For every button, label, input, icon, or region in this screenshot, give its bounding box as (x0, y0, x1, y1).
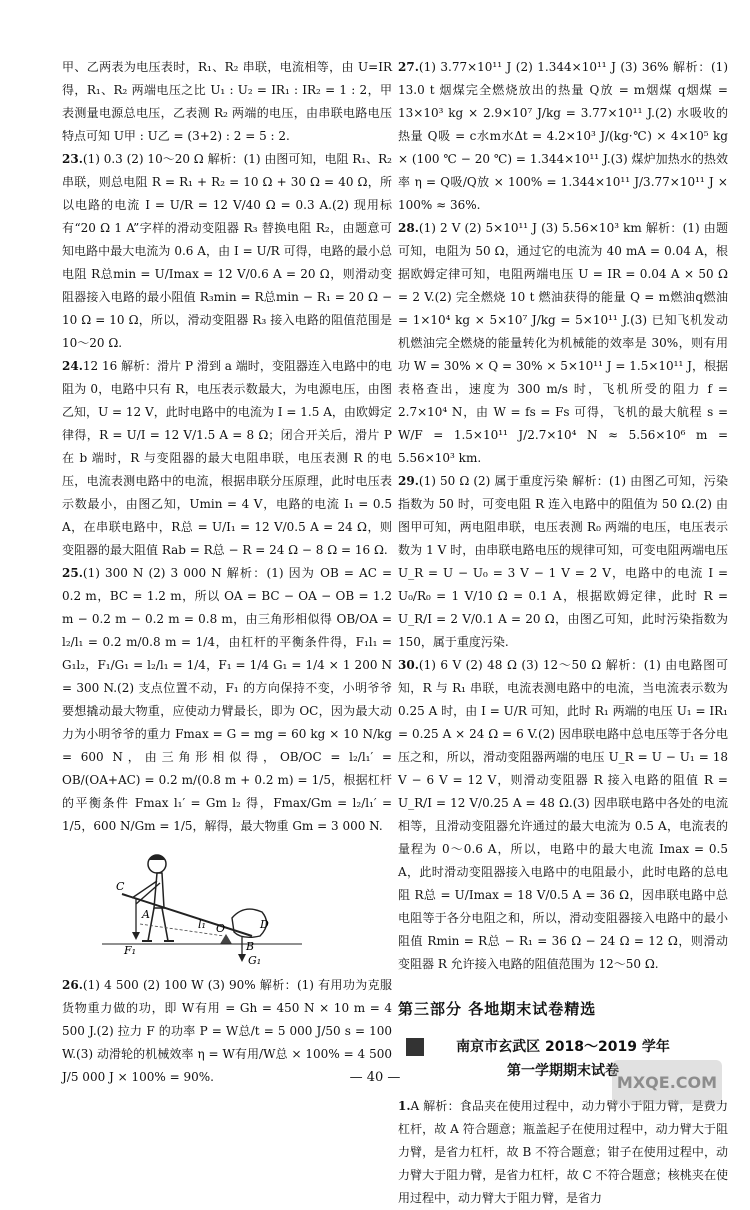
answer-text: (1) 3.77×10¹¹ J (2) 1.344×10¹¹ J (3) 36% 解析：(1) 13.0 t 烟煤完全燃烧放出的热量 Q放 = m烟煤 q烟煤 = 13×10³ kg × 2.9×10⁷ J/kg = 3.77×10¹¹ J.(2) 水吸收的热量 Q吸 = c水m水Δt = 4.2×10³ J/(kg·℃) × 4×10⁵ kg × (100 ℃ − 20 ℃) = 1.344×10¹¹ J.(3) 煤炉加热水的热效率 η = Q吸/Q放 × 100% = 1.344×10¹¹ J/3.77×10¹¹ J × 100% ≈ 36%. (398, 60, 728, 212)
person-legs (148, 908, 168, 941)
answer-30 (398, 654, 728, 976)
exam-title-line1: 南京市玄武区 2018～2019 学年 (456, 1039, 670, 1055)
question-number: 25. (62, 566, 83, 580)
square-marker-icon (406, 1038, 424, 1056)
left-column (62, 56, 392, 1089)
question-number: 23. (62, 152, 83, 166)
answer-1 (398, 1095, 728, 1210)
question-number: 28. (398, 221, 419, 235)
answer-text: (1) 2 V (2) 5×10¹¹ J (3) 5.56×10³ km 解析：(1) 由题可知，电阻为 50 Ω，通过它的电流为 40 mA = 0.04 A，根据欧姆定律可知，电阻两端电压 U = IR = 0.04 A × 50 Ω = 2 V.(2) 完全燃烧 10 t 燃油获得的能量 Q = m燃油q燃油 = 1×10⁴ kg × 5×10⁷ J/kg = 5×10¹¹ J.(3) 已知飞机发动机燃油完全燃烧的能量转化为机械能的效率是 30%，则有用功 W = 30% × Q = 30% × 5×10¹¹ J = 1.5×10¹¹ J，根据表格查出，速度为 300 m/s 时，飞机所受的阻力 f = 2.7×10⁴ N，由 W = fs = Fs 可得，飞机的最大航程 s = W/F = 1.5×10¹¹ J/2.7×10⁴ N ≈ 5.56×10⁶ m = 5.56×10³ km. (398, 221, 728, 465)
label-c: C (116, 880, 125, 893)
answer-text: (1) 300 N (2) 3 000 N 解析：(1) 因为 OB = AC = 0.2 m，BC = 1.2 m，所以 OA = BC − OA − OB = 1.2 m − 0.2 m − 0.2 m = 0.8 m，由三角形相似得 OB/OA = l₂/l₁ = 0.2 m/0.8 m = 1/4，由杠杆的平衡条件得，F₁l₁ = G₁l₂，F₁/G₁ = l₂/l₁ = 1/4，F₁ = 1/4 G₁ = 1/4 × 1 200 N = 300 N.(2) 支点位置不动，F₁ 的方向保持不变，小明爷爷要想撬动最大物重，应使动力臂最长，即为 OC，因为最大动力为小明爷爷的重力 Fmax = G = mg = 60 kg × 10 N/kg = 600 N，由三角形相似得，OB/OC = l₂/l₁′ = OB/(OA+AC) = 0.2 m/(0.8 m + 0.2 m) = 1/5，根据杠杆的平衡条件 Fmax l₁′ = Gm l₂ 得，Fmax/Gm = l₂/l₁′ = 1/5，600 N/Gm = 1/5，解得，最大物重 Gm = 3 000 N. (62, 566, 392, 833)
answer-22-continued: 甲、乙两表为电压表时，R₁、R₂ 串联，电流相等，由 U=IR 得，R₁、R₂ 两端电压之比 U₁ : U₂ = IR₁ : IR₂ = 1 : 2，甲表测量电源总电压，乙表测 R₂ 两端的电压，由串联电路电压特点可知 U甲 : U乙 = (3+2) : 2 = 5 : 2. (62, 60, 392, 143)
arm-l1-line (140, 924, 224, 936)
section-title: 第三部分 各地期末试卷精选 (398, 1000, 597, 1018)
answer-text: A 解析：食品夹在使用过程中，动力臂小于阻力臂，是费力杠杆，故 A 符合题意；瓶盖起子在使用过程中，动力臂大于阻力臂，是省力杠杆，故 B 不符合题意；钳子在使用过程中，动力臂大于阻力臂，是省力杠杆，故 C 不符合题意；核桃夹在使用过程中，动力臂大于阻力臂，是省力 (398, 1099, 728, 1205)
answer-23 (62, 148, 392, 355)
right-column (398, 56, 728, 1210)
answer-29 (398, 470, 728, 654)
answer-text: (1) 6 V (2) 48 Ω (3) 12～50 Ω 解析：(1) 由电路图可知，R 与 R₁ 串联，电流表测电路中的电流，当电流表示数为 0.25 A 时，由 I = U/R 可知，此时 R₁ 两端的电压 U₁ = IR₁ = 0.25 A × 24 Ω = 6 V.(2) 因串联电路中总电压等于各分电压之和，所以，滑动变阻器两端的电压 U_R = U − U₁ = 18 V − 6 V = 12 V，则滑动变阻器 R 接入电路的阻值 R = U_R/I = 12 V/0.25 A = 48 Ω.(3) 因串联电路中各处的电流相等，且滑动变阻器允许通过的最大电流为 0.5 A，电流表的量程为 0～0.6 A，所以，电路中的最大电流 Imax = 0.5 A，此时滑动变阻器接入电路中的电阻最小，此时电路的总电阻 R总 = U/Imax = 18 V/0.5 A = 36 Ω，因串联电路中总电阻等于各分电阻之和，所以，滑动变阻器接入电路中的最小阻值 Rmin = R总 − R₁ = 36 Ω − 24 Ω = 12 Ω，则滑动变阻器 R 允许接入电路的阻值范围为 12～50 Ω. (398, 658, 728, 971)
label-d: D (260, 918, 269, 931)
answer-25 (62, 562, 392, 838)
question-number: 29. (398, 474, 419, 488)
answer-24 (62, 355, 392, 562)
page-number: — 40 — (349, 1070, 401, 1085)
question-number: 24. (62, 359, 83, 373)
answer-text: 12 16 解析：滑片 P 滑到 a 端时，变阻器连入电路中的电阻为 0，电路中只有 R，电压表示数最大，为电源电压，由图乙知，U = 12 V，此时电路中的电流为 I = 1.5 A，由欧姆定律得，R = U/I = 12 V/1.5 A = 8 Ω；闭合开关后，滑片 P 在 b 端时，R 与变阻器的最大电阻串联，电压表测 R 的电压，电流表测电路中的电流，根据串联分压原理，此时电压表示数最小，由图乙知，Umin = 4 V，电路的电流 I₁ = 0.5 A，在串联电路中，R总 = U/I₁ = 12 V/0.5 A = 24 Ω，则变阻器的最大阻值 Rab = R总 − R = 24 Ω − 8 Ω = 16 Ω. (62, 359, 392, 557)
answer-28 (398, 217, 728, 470)
lever-figure (102, 846, 302, 966)
label-f1: F₁ (124, 944, 137, 957)
question-number: 27. (398, 60, 419, 74)
answer-text: (1) 4 500 (2) 100 W (3) 90% 解析：(1) 有用功为克服货物重力做的功，即 W有用 = Gh = 450 N × 10 m = 4 500 J.(2) 拉力 F 的功率 P = W总/t = 5 000 J/50 s = 100 W.(3) 动滑轮的机械效率 η = W有用/W总 × 100% = 4 500 J/5 000 J × 100% = 90%. (62, 978, 392, 1084)
exam-title-line2: 第一学期期末试卷 (507, 1063, 619, 1079)
question-number: 30. (398, 658, 419, 672)
person-body (154, 873, 164, 908)
lever-diagram (102, 846, 302, 966)
question-number: 26. (62, 978, 83, 992)
label-b: B (246, 940, 255, 953)
arrow-down-icon (238, 954, 246, 962)
label-a: A (142, 908, 150, 921)
question-number: 1. (398, 1099, 411, 1113)
label-o: O (216, 922, 226, 935)
answer-text: (1) 50 Ω (2) 属于重度污染 解析：(1) 由图乙可知，污染指数为 50 时，可变电阻 R 连入电路中的阻值为 50 Ω.(2) 由图甲可知，两电阻串联，电压表测 R₀ 两端的电压，电压表示数为 1 V 时，由串联电路电压的规律可知，可变电阻两端电压 U_R = U − U₀ = 3 V − 1 V = 2 V，电路中的电流 I = U₀/R₀ = 1 V/10 Ω = 0.1 A，根据欧姆定律，此时 R = U_R/I = 2 V/0.1 A = 20 Ω，由图乙可知，此时污染指数为 150，属于重度污染. (398, 474, 728, 649)
arrow-down-icon (132, 932, 140, 940)
watermark-logo: MXQE.COM (612, 1060, 722, 1104)
label-g1: G₁ (248, 954, 262, 966)
answer-text: (1) 0.3 (2) 10～20 Ω 解析：(1) 由图可知，电阻 R₁、R₂ 串联，则总电阻 R = R₁ + R₂ = 10 Ω + 30 Ω = 40 Ω，所以电路的电流 I = U/R = 12 V/40 Ω = 0.3 A.(2) 现用标有“20 Ω 1 A”字样的滑动变阻器 R₃ 替换电阻 R₂，由题意可知电路中最大电流为 0.6 A，由 I = U/R 可得，电路的最小总电阻 R总min = U/Imax = 12 V/0.6 A = 20 Ω，则滑动变阻器接入电路的最小阻值 R₃min = R总min − R₁ = 20 Ω − 10 Ω = 10 Ω，所以，滑动变阻器 R₃ 接入电路的阻值范围是 10～20 Ω. (62, 152, 392, 350)
person-hat (148, 855, 166, 860)
answer-27 (398, 56, 728, 217)
label-l1: l₁ (198, 918, 206, 931)
